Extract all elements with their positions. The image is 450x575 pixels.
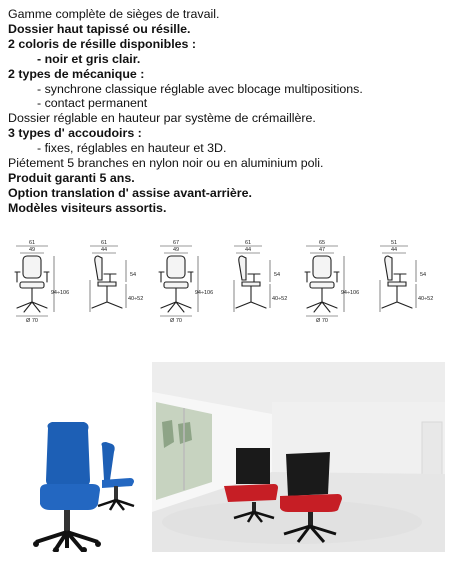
chair-base-outline [382, 286, 412, 308]
chair-seat-outline [310, 282, 334, 288]
side-seat-label: 44 [100, 247, 108, 253]
spec-line: 2 coloris de résille disponibles : [8, 36, 196, 51]
height-range-label: 94÷106 [50, 290, 70, 296]
front-seat-label: 47 [318, 247, 326, 253]
chair-seat-outline [164, 282, 188, 288]
chair-base-outline [307, 288, 337, 312]
base-diameter-label: Ø 70 [170, 318, 182, 324]
front-width-label: 61 [28, 240, 36, 246]
chair-back-outline [239, 256, 246, 280]
chair-seat-outline [20, 282, 44, 288]
chair-back-outline [23, 256, 41, 278]
spec-line: - fixes, réglables en hauteur et 3D. [37, 141, 227, 156]
back-height-label: 54 [420, 272, 427, 278]
blue-chair-photo [6, 362, 152, 552]
chair-back-outline [95, 256, 102, 280]
side-seat-label: 44 [390, 247, 398, 253]
chair-back-outline [313, 256, 331, 278]
chair-base-outline [92, 286, 122, 308]
spec-line: Dossier réglable en hauteur par système de crémaillère. [8, 111, 316, 126]
chair-back-outline [167, 256, 185, 278]
height-range-label: 94÷106 [194, 290, 214, 296]
front-seat-label: 49 [172, 247, 180, 253]
seat-height-range-label: 40÷52 [418, 296, 434, 302]
spec-line: 3 types d' accoudoirs : [8, 126, 142, 141]
armrest-outline [394, 274, 406, 282]
seat-height-range-label: 40÷52 [128, 296, 144, 302]
spec-line: Produit garanti 5 ans. [8, 170, 135, 185]
chair-seat-outline [98, 282, 116, 286]
side-width-label: 61 [100, 240, 108, 246]
seat-height-range-label: 40÷52 [272, 296, 288, 302]
armrest-outline [248, 274, 260, 282]
front-width-label: 65 [318, 240, 326, 246]
spec-line: Gamme complète de sièges de travail. [8, 7, 220, 21]
spec-line: - contact permanent [37, 96, 148, 111]
base-diameter-label: Ø 70 [26, 318, 38, 324]
spec-line: Modèles visiteurs assortis. [8, 200, 167, 215]
back-height-label: 54 [274, 272, 281, 278]
side-seat-label: 44 [244, 247, 252, 253]
armrest-outline [104, 274, 116, 282]
chair-base-outline [17, 288, 47, 312]
front-width-label: 67 [172, 240, 180, 246]
chair-seat-outline [388, 282, 406, 286]
side-width-label: 51 [390, 240, 398, 246]
side-width-label: 61 [244, 240, 252, 246]
spec-line: Dossier haut tapissé ou résille. [8, 21, 191, 36]
base-diameter-label: Ø 70 [316, 318, 328, 324]
spec-line: 2 types de mécanique : [8, 66, 145, 81]
chair-back-outline [385, 256, 392, 280]
dimension-diagrams [0, 236, 450, 336]
spec-line: - synchrone classique réglable avec blocage multipositions. [37, 81, 363, 96]
chair-base-outline [161, 288, 191, 312]
spec-line: Piétement 5 branches en nylon noir ou en aluminium poli. [8, 156, 324, 171]
chair-seat-outline [242, 282, 260, 286]
spec-line: - noir et gris clair. [37, 51, 141, 66]
office-room-photo [152, 362, 445, 552]
product-specifications [8, 7, 448, 216]
height-range-label: 94÷106 [340, 290, 360, 296]
chair-base-outline [236, 286, 266, 308]
back-height-label: 54 [130, 272, 137, 278]
spec-line: Option translation d' assise avant-arrière. [8, 185, 252, 200]
front-seat-label: 49 [28, 247, 36, 253]
